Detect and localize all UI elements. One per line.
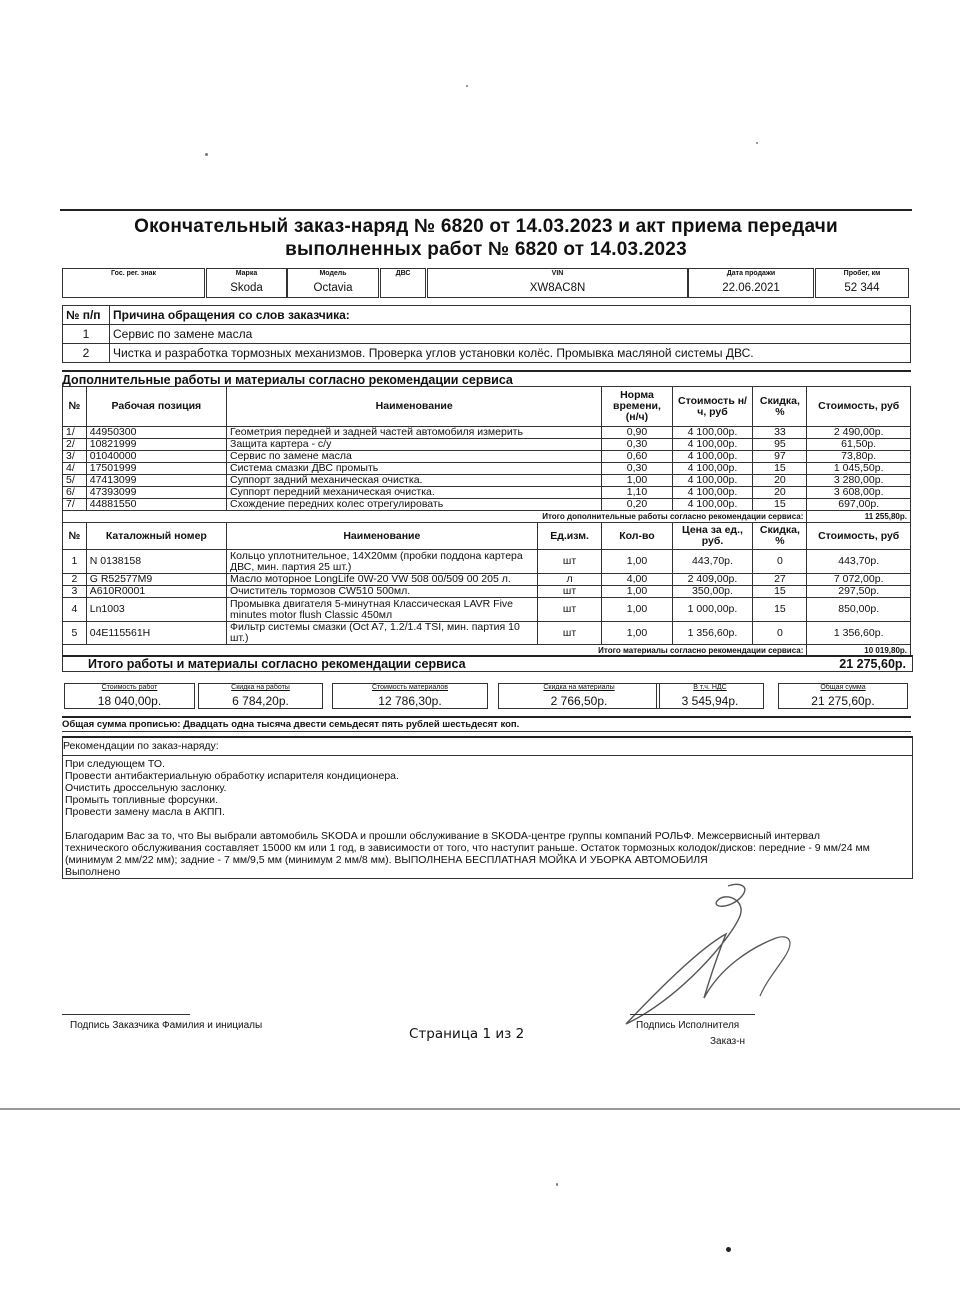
vehicle-engine-header: ДВС xyxy=(395,270,411,277)
vehicle-mileage-cell xyxy=(815,268,909,298)
work-norm: 0,30 xyxy=(602,439,672,451)
materials-subtotal-label: Итого материалы согласно рекомендации сервиса: xyxy=(63,645,807,657)
summary-value: 6 784,20р. xyxy=(232,694,289,708)
material-discount: 27 xyxy=(753,574,807,586)
material-name: Промывка двигателя 5-минутная Классическая LAVR Five minutes motor flush Classic 450мл xyxy=(226,598,537,622)
vehicle-plate-cell xyxy=(62,268,205,298)
work-num: 7/ xyxy=(63,499,87,511)
summary-value: 12 786,30р. xyxy=(378,694,442,708)
material-price: 1 356,60р. xyxy=(672,622,753,645)
work-num: 6/ xyxy=(63,487,87,499)
work-row xyxy=(63,475,911,487)
material-code: N 0138158 xyxy=(86,550,226,574)
work-row xyxy=(63,427,911,439)
material-price: 1 000,00р. xyxy=(672,598,753,622)
recommendation-line: Провести антибактериальную обработку испарителя кондиционера. xyxy=(65,770,399,782)
work-code: 44950300 xyxy=(86,427,226,439)
work-norm: 0,30 xyxy=(602,463,672,475)
work-rate: 4 100,00р. xyxy=(672,475,753,487)
total-in-words: Общая сумма прописью: Двадцать одна тысяча двести семьдесят пять рублей шестьдесят коп. xyxy=(62,716,911,732)
work-cost: 61,50р. xyxy=(807,439,911,451)
material-unit: л xyxy=(537,574,602,586)
work-name: Геометрия передней и задней частей автомобиля измерить xyxy=(226,427,601,439)
work-cost: 73,80р. xyxy=(807,451,911,463)
material-name: Кольцо уплотнительное, 14X20мм (пробки поддона картера ДВС, мин. партия 25 шт.) xyxy=(226,550,537,574)
material-row xyxy=(63,622,911,645)
material-name: Масло моторное LongLife 0W-20 VW 508 00/509 00 205 л. xyxy=(226,574,537,586)
recommendations-body xyxy=(63,755,912,879)
vehicle-mileage-value: 52 344 xyxy=(844,282,880,294)
material-unit: шт xyxy=(537,598,602,622)
work-discount: 95 xyxy=(753,439,807,451)
material-price: 443,70р. xyxy=(672,550,753,574)
work-cost: 3 280,00р. xyxy=(807,475,911,487)
work-cost: 2 490,00р. xyxy=(807,427,911,439)
materials-col-code: Каталожный номер xyxy=(86,523,226,550)
summary-box xyxy=(64,683,195,709)
work-rate: 4 100,00р. xyxy=(672,499,753,511)
material-num: 4 xyxy=(63,598,87,622)
material-qty: 1,00 xyxy=(602,550,672,574)
material-num: 5 xyxy=(63,622,87,645)
materials-col-discount: Скидка, % xyxy=(753,523,807,550)
material-price: 2 409,00р. xyxy=(672,574,753,586)
materials-col-unit: Ед.изм. xyxy=(537,523,602,550)
work-rate: 4 100,00р. xyxy=(672,439,753,451)
material-unit: шт xyxy=(537,622,602,645)
work-cost: 1 045,50р. xyxy=(807,463,911,475)
summary-box xyxy=(498,683,660,709)
material-code: G R52577M9 xyxy=(86,574,226,586)
work-name: Защита картера - с/у xyxy=(226,439,601,451)
works-section-title: Дополнительные работы и материалы согласно рекомендации сервиса xyxy=(62,370,911,387)
works-col-code: Рабочая позиция xyxy=(86,387,226,427)
material-row xyxy=(63,598,911,622)
work-name: Схождение передних колес отрегулировать xyxy=(226,499,601,511)
vehicle-sale-date-cell xyxy=(688,268,814,298)
works-col-discount: Скидка, % xyxy=(753,387,807,427)
materials-col-qty: Кол-во xyxy=(602,523,672,550)
summary-label: Стоимость материалов xyxy=(371,684,449,691)
materials-col-name: Наименование xyxy=(226,523,537,550)
grand-total-value: 21 275,60р. xyxy=(839,657,906,671)
handwritten-signature xyxy=(600,878,800,1028)
work-norm: 0,60 xyxy=(602,451,672,463)
work-rate: 4 100,00р. xyxy=(672,451,753,463)
materials-col-price: Цена за ед., руб. xyxy=(672,523,753,550)
material-num: 1 xyxy=(63,550,87,574)
service-note-line: технического обслуживания составляет 15000 км или 1 год, в зависимости от того, что наступит раньше. Остаток тормозных колодок/дисков: передние - 9 мм/24 мм xyxy=(65,842,870,854)
material-code: A610R0001 xyxy=(86,586,226,598)
work-cost: 697,00р. xyxy=(807,499,911,511)
recommendation-line: Промыть топливные форсунки. xyxy=(65,794,219,806)
work-name: Сервис по замене масла xyxy=(226,451,601,463)
summary-value: 3 545,94р. xyxy=(681,694,739,708)
works-col-name: Наименование xyxy=(226,387,601,427)
works-subtotal-label: Итого дополнительные работы согласно рекомендации сервиса: xyxy=(63,511,807,523)
summary-box xyxy=(778,683,908,709)
summary-box xyxy=(656,683,764,709)
work-num: 3/ xyxy=(63,451,87,463)
material-cost: 1 356,60р. xyxy=(807,622,911,645)
vehicle-sale-date-header: Дата продажи xyxy=(726,270,776,277)
service-note-line: (минимум 2 мм/22 мм); задние - 7 мм/9,5 мм (минимум 2 мм/8 мм). ВЫПОЛНЕНА БЕСПЛАТНАЯ МОЙКА И УБОРКА АВТОМОБИЛЯ xyxy=(65,854,708,866)
reason-row xyxy=(63,344,911,363)
reasons-header-row xyxy=(63,306,911,325)
work-discount: 20 xyxy=(753,487,807,499)
material-row xyxy=(63,550,911,574)
summary-box xyxy=(332,683,488,709)
material-num: 2 xyxy=(63,574,87,586)
work-row xyxy=(63,499,911,511)
vehicle-vin-header: VIN xyxy=(551,270,564,277)
recommendation-line: Провести замену масла в АКПП. xyxy=(65,806,225,818)
summary-boxes xyxy=(62,681,911,711)
material-code: Ln1003 xyxy=(86,598,226,622)
service-note-line: Выполнено xyxy=(65,866,121,878)
work-norm: 0,90 xyxy=(602,427,672,439)
vehicle-mileage-header: Пробег, км xyxy=(843,270,881,277)
reasons-num-header: № п/п xyxy=(63,306,110,325)
materials-subtotal-value: 10 019,80р. xyxy=(807,645,911,657)
work-code: 44881550 xyxy=(86,499,226,511)
grand-total-row xyxy=(62,655,913,672)
material-name: Фильтр системы смазки (Oct A7, 1.2/1.4 TSI, мин. партия 10 шт.) xyxy=(226,622,537,645)
work-row xyxy=(63,451,911,463)
material-cost: 7 072,00р. xyxy=(807,574,911,586)
works-col-cost: Стоимость, руб xyxy=(807,387,911,427)
summary-label: В т.ч. НДС xyxy=(693,684,727,691)
vehicle-sale-date-value: 22.06.2021 xyxy=(722,282,780,294)
work-norm: 0,20 xyxy=(602,499,672,511)
works-col-rate: Стоимость н/ч, руб xyxy=(672,387,753,427)
material-qty: 1,00 xyxy=(602,598,672,622)
reason-num: 1 xyxy=(63,325,110,344)
reason-row xyxy=(63,325,911,344)
work-code: 47413099 xyxy=(86,475,226,487)
reason-text: Чистка и разработка тормозных механизмов. Проверка углов установки колёс. Промывка масляной системы ДВС. xyxy=(110,344,911,363)
scan-speck xyxy=(756,142,758,144)
work-name: Суппорт задний механическая очистка. xyxy=(226,475,601,487)
materials-col-cost: Стоимость, руб xyxy=(807,523,911,550)
work-code: 47393099 xyxy=(86,487,226,499)
work-rate: 4 100,00р. xyxy=(672,427,753,439)
material-name: Очиститель тормозов CW510 500мл. xyxy=(226,586,537,598)
material-num: 3 xyxy=(63,586,87,598)
summary-value: 21 275,60р. xyxy=(811,694,875,708)
vehicle-plate-header: Гос. рег. знак xyxy=(111,270,156,277)
scan-speck xyxy=(205,153,208,156)
vehicle-make-value: Skoda xyxy=(230,282,263,294)
work-row xyxy=(63,463,911,475)
executor-signature-line xyxy=(630,1014,755,1015)
reason-text: Сервис по замене масла xyxy=(110,325,911,344)
work-code: 01040000 xyxy=(86,451,226,463)
material-cost: 850,00р. xyxy=(807,598,911,622)
material-row xyxy=(63,574,911,586)
work-norm: 1,10 xyxy=(602,487,672,499)
works-subtotal-value: 11 255,80р. xyxy=(807,511,911,523)
works-materials-table xyxy=(62,386,911,657)
work-name: Суппорт передний механическая очистка. xyxy=(226,487,601,499)
work-row xyxy=(63,487,911,499)
works-col-norm: Норма времени, (н/ч) xyxy=(602,387,672,427)
vehicle-vin-cell xyxy=(427,268,688,298)
summary-label: Скидка на материалы xyxy=(543,684,615,691)
material-discount: 15 xyxy=(753,598,807,622)
customer-signature-label: Подпись Заказчика Фамилия и инициалы xyxy=(70,1020,263,1031)
work-code: 10821999 xyxy=(86,439,226,451)
material-unit: шт xyxy=(537,550,602,574)
customer-signature-line xyxy=(62,1014,190,1015)
recommendations-box xyxy=(62,736,913,879)
vehicle-vin-value: XW8AC8N xyxy=(529,282,586,294)
work-num: 4/ xyxy=(63,463,87,475)
materials-header-row xyxy=(63,523,911,550)
executor-signature-sub: Заказ-н xyxy=(710,1036,746,1047)
recommendation-line: При следующем ТО. xyxy=(65,758,165,770)
work-discount: 33 xyxy=(753,427,807,439)
material-qty: 1,00 xyxy=(602,586,672,598)
material-qty: 4,00 xyxy=(602,574,672,586)
executor-signature-label: Подпись Исполнителя xyxy=(636,1020,740,1031)
scan-edge-line xyxy=(0,1108,960,1110)
page-number: Страница 1 из 2 xyxy=(409,1026,525,1042)
vehicle-make-cell xyxy=(206,268,287,298)
material-unit: шт xyxy=(537,586,602,598)
scan-speck xyxy=(556,1183,558,1186)
material-discount: 0 xyxy=(753,550,807,574)
vehicle-model-value: Octavia xyxy=(313,282,353,294)
work-name: Система смазки ДВС промыть xyxy=(226,463,601,475)
material-code: 04E115561H xyxy=(86,622,226,645)
reason-num: 2 xyxy=(63,344,110,363)
materials-col-num: № xyxy=(63,523,87,550)
vehicle-engine-cell xyxy=(380,268,426,298)
scan-speck xyxy=(726,1247,731,1252)
reasons-title-header: Причина обращения со слов заказчика: xyxy=(110,306,911,325)
summary-box xyxy=(198,683,323,709)
material-discount: 15 xyxy=(753,586,807,598)
work-rate: 4 100,00р. xyxy=(672,487,753,499)
work-discount: 20 xyxy=(753,475,807,487)
summary-value: 18 040,00р. xyxy=(97,694,162,708)
material-qty: 1,00 xyxy=(602,622,672,645)
work-row xyxy=(63,439,911,451)
material-discount: 0 xyxy=(753,622,807,645)
summary-value: 2 766,50р. xyxy=(550,694,608,708)
summary-label: Общая сумма xyxy=(820,684,866,691)
vehicle-model-cell xyxy=(287,268,379,298)
reasons-table xyxy=(62,305,911,363)
service-note-line: Благодарим Вас за то, что Вы выбрали автомобиль SKODA и прошли обслуживание в SKODA-центре группы компаний РОЛЬФ. Межсервисный интервал xyxy=(65,830,820,842)
works-header-row xyxy=(63,387,911,427)
scan-speck xyxy=(466,85,468,87)
works-col-num: № xyxy=(63,387,87,427)
work-num: 1/ xyxy=(63,427,87,439)
vehicle-make-header: Марка xyxy=(235,270,258,277)
work-discount: 97 xyxy=(753,451,807,463)
work-cost: 3 608,00р. xyxy=(807,487,911,499)
recommendation-line: Очистить дроссельную заслонку. xyxy=(65,782,227,794)
material-price: 350,00р. xyxy=(672,586,753,598)
title-line-2: выполненных работ № 6820 от 14.03.2023 xyxy=(285,239,687,260)
title-line-1: Окончательный заказ-наряд № 6820 от 14.03.2023 и акт приема передачи xyxy=(134,216,838,237)
work-rate: 4 100,00р. xyxy=(672,463,753,475)
material-cost: 443,70р. xyxy=(807,550,911,574)
works-subtotal-row xyxy=(63,511,911,523)
vehicle-model-header: Модель xyxy=(319,270,347,277)
material-row xyxy=(63,586,911,598)
work-norm: 1,00 xyxy=(602,475,672,487)
work-discount: 15 xyxy=(753,499,807,511)
work-num: 5/ xyxy=(63,475,87,487)
summary-label: Скидка на работы xyxy=(231,684,290,691)
summary-label: Стоимость работ xyxy=(101,684,158,691)
vehicle-info xyxy=(60,268,912,300)
material-cost: 297,50р. xyxy=(807,586,911,598)
grand-total-label: Итого работы и материалы согласно рекомендации сервиса xyxy=(88,657,466,671)
work-num: 2/ xyxy=(63,439,87,451)
work-code: 17501999 xyxy=(86,463,226,475)
work-discount: 15 xyxy=(753,463,807,475)
document-title xyxy=(60,209,912,264)
recommendations-title: Рекомендации по заказ-наряду: xyxy=(63,740,219,752)
